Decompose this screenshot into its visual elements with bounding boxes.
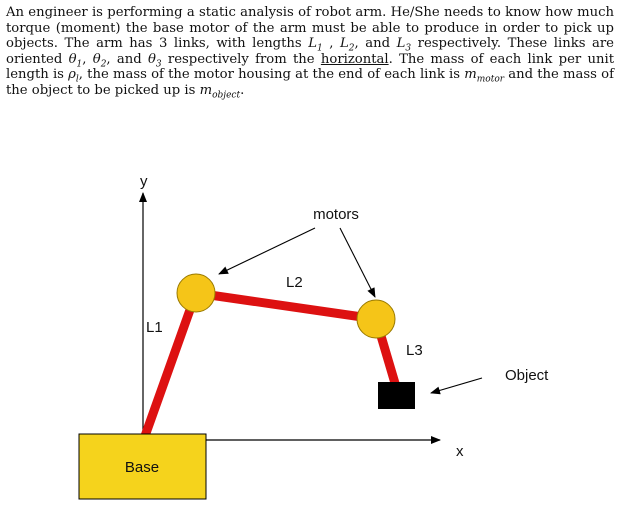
mass-text: . The mass of each link per unit length is [6,51,614,83]
link2-label: L2 [286,274,303,291]
object-label: Object [505,367,549,384]
rho-l: $\rho_l$ [68,67,79,86]
length-L2: $L_2$ [340,36,355,54]
lengths-end-text: respectively. These links are oriented [6,36,614,67]
length-L3: $L_3$ [396,36,412,54]
horizontal-underlined: horizontal [320,51,389,67]
link1-label: L1 [146,319,163,336]
angle-theta2: $\theta_2$ [92,51,107,70]
intro-text: An engineer is performing a static analysis of robot arm. He/She needs to know how much torque (moment) the base motor of the arm must be able to produce in order to pick up objects. The arm has 3 links, with lengths [6,5,614,52]
motor-joint-2 [357,300,395,338]
link-1 [145,293,196,436]
motors-arrow-left [219,228,315,274]
m-object: $m_{object}$ [199,82,241,101]
problem-statement: An engineer is performing a static analysis of robot arm. He/She needs to know how much torque (moment) the base motor of the arm must be able to produce in order to pick up objects. The arm has 3 links, with lengths $L_1$ , $L_2$, and $L_3$ respectively. These links are oriented $\theta_1$, $\theta_2$, and $\theta_3$ respectively from the horizontal. The mass of each link per unit length is $\rho_l$, the mass of the motor housing at the end of each link is $m_{motor}$ and the mass of the object to be picked up is $m_{object}$. [6,5,614,101]
x-axis-label: x [456,443,464,460]
angle-theta3: $\theta_3$ [147,51,162,70]
motor-joint-1 [177,274,215,312]
length-L1: $L_1$ [308,36,323,54]
y-axis-label: y [140,173,148,190]
motor-text: , the mass of the motor housing at the end of each link is [78,67,461,83]
motors-label: motors [313,206,359,223]
angle-theta1: $\theta_1$ [68,51,83,70]
object-arrow [431,378,482,393]
from-text: respectively from the [167,51,315,67]
motors-arrow-right [340,228,375,297]
m-motor: $m_{motor}$ [464,67,505,86]
object-block [378,382,415,409]
object-text: and the mass of the object to be picked up is [6,67,614,98]
link-2 [196,293,376,319]
base-label: Base [124,459,160,476]
link3-label: L3 [406,342,423,359]
